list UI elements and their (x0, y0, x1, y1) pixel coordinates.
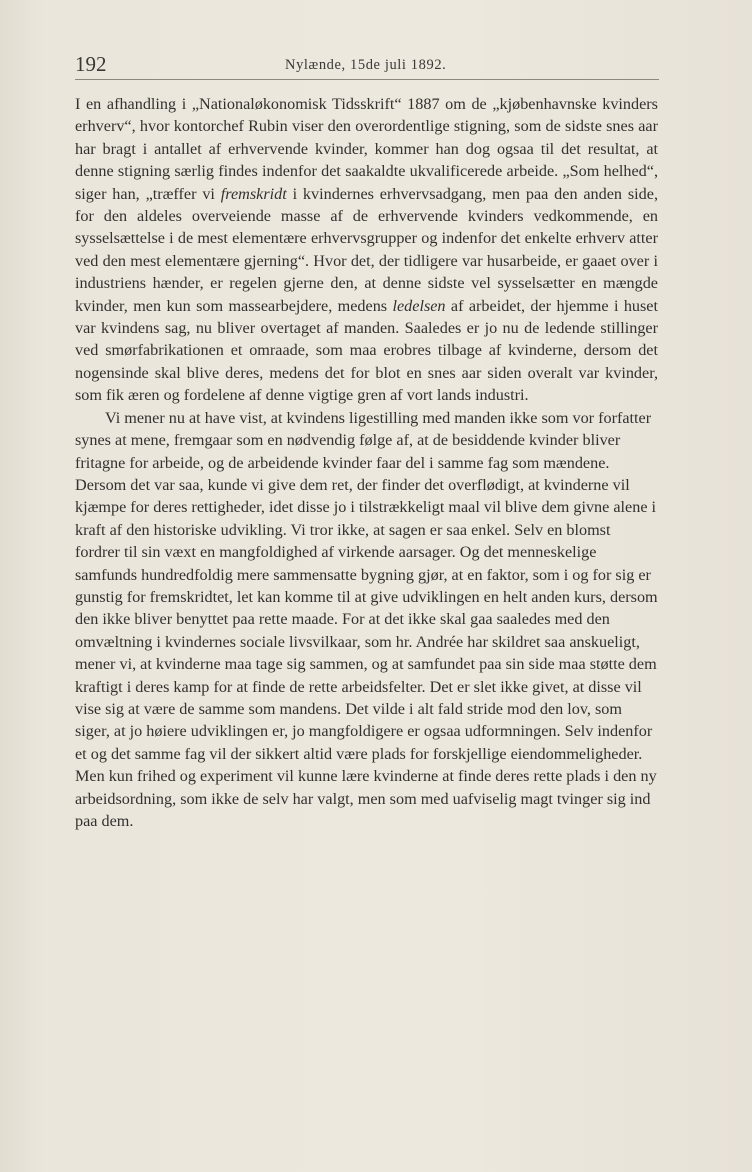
header-rule (75, 79, 659, 80)
article-body (75, 93, 658, 832)
page-number: 192 (75, 52, 107, 76)
paragraph-1-emphasis-fremskridt: fremskridt (220, 184, 287, 203)
paragraph-1-emphasis-ledelsen: ledelsen (392, 296, 446, 315)
paragraph-1-text-1: I en afhandling i „Nationaløkonomisk Tidsskrift“ 1887 om de „kjøbenhavnske kvinders erhverv“, hvor kontorchef Rubin viser den overordentlige stigning, som de sidste snes aar har bragt i antallet af erhvervende kvinder, kommer han dog ogsaa til det resultat, at denne stigning særlig findes indenfor det saakaldte ukvalificerede arbeide. „Som helhed“, siger han, „træffer vi (75, 95, 658, 203)
paragraph-1-text-2: i kvindernes erhvervsadgang, men paa den anden side, for den aldeles overveiende masse af de erhvervende kvinders vedkommende, en sysselsættelse i de mest elementære erhvervsgrupper og indenfor det enkelte erhverv atter ved den mest elementære gjerning“. Hvor det, der tidligere var husarbeide, er gaaet over i industriens hænder, er regelen gjerne den, at denne sidste vel sysselsætter en mængde kvinder, men kun som massearbejdere, medens (75, 184, 658, 315)
paragraph-2 (75, 407, 658, 833)
paragraph-2-text: Vi mener nu at have vist, at kvindens ligestilling med manden ikke som vor forfatter synes at mene, fremgaar som en nødvendig følge af, at de besiddende kvinder bliver fritagne for arbeide, og de arbeidende kvinder faar del i samme fag som mændene. Dersom det var saa, kunde vi give dem ret, der finder det overflødigt, at kvinderne vil kjæmpe for deres rettigheder, idet disse jo i tilstrækkeligt maal vil blive dem givne alene i kraft af den historiske udvikling. Vi tror ikke, at sagen er saa enkel. Selv en blomst fordrer til sin væxt en mangfoldighed af virkende aarsager. Og det menneskelige samfunds hundredfoldig mere sammensatte bygning gjør, at en faktor, som i og for sig er gunstig for fremskridtet, let kan komme til at give udviklingen en helt anden kurs, dersom den ikke bliver benyttet paa rette maade. For at det ikke skal gaa saaledes med den omvæltning i kvindernes sociale livsvilkaar, som hr. Andrée har skildret saa anskueligt, mener vi, at kvinderne maa tage sig sammen, og at samfundet paa sin side maa støtte dem kraftigt i deres kamp for at finde de rette arbeidsfelter. Det er slet ikke givet, at disse vil vise sig at være de samme som mandens. Det vilde i alt fald stride mod den lov, som siger, at jo høiere udviklingen er, jo mangfoldigere er ogsaa udformningen. Selv indenfor et og det samme fag vil der sikkert altid være plads for forskjellige eiendommeligheder. Men kun frihed og experiment vil kunne lære kvinderne at finde deres rette plads i den ny arbeidsordning, som ikke de selv har valgt, men som med uafviselig magt tvinger sig ind paa dem. (75, 408, 658, 830)
paragraph-1-text-3: af arbeidet, der hjemme i huset var kvindens sag, nu bliver overtaget af manden. Saaledes er jo nu de ledende stillinger ved smørfabrikationen et omraade, som maa erobres tilbage af kvinderne, dersom det nogensinde skal blive deres, medens det for blot en snes aar siden overalt var kvinder, som fik æren og fordelene af denne vigtige gren af vort lands industri. (75, 296, 658, 405)
paragraph-1 (75, 93, 658, 407)
running-head: Nylænde, 15de juli 1892. (285, 57, 447, 73)
page-header (75, 50, 659, 80)
